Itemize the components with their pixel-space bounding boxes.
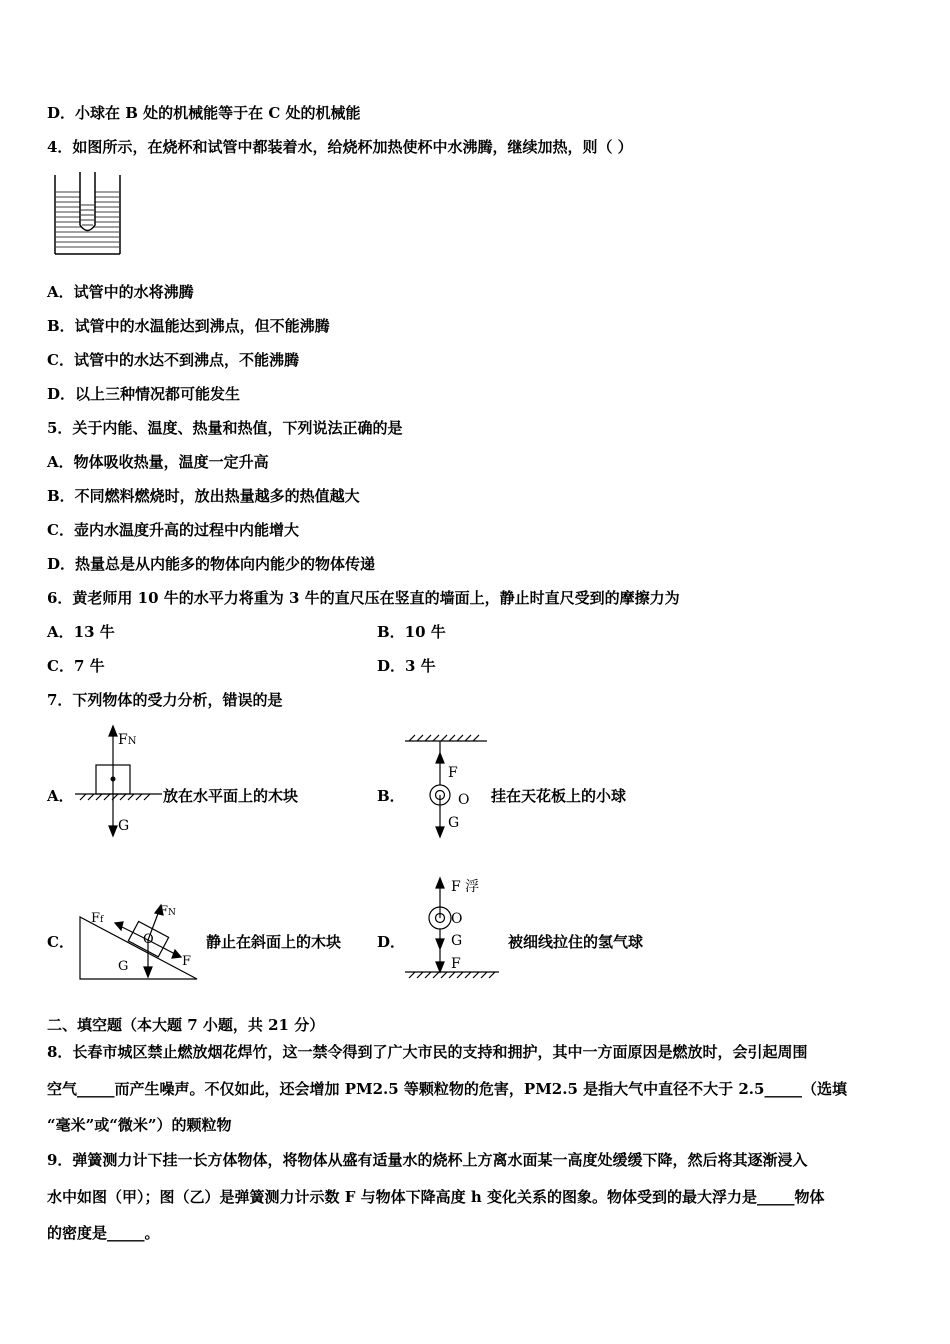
q5-stem: 5．关于内能、温度、热量和热值，下列说法正确的是 — [47, 419, 403, 437]
q7-b-caption: 挂在天花板上的小球 — [491, 787, 627, 805]
q7-d-f-text: F — [451, 956, 461, 972]
q6-option-a: A．13 牛 — [47, 623, 115, 641]
q9-line-2: 水中如图（甲）；图（乙）是弹簧测力计示数 F 与物体下降高度 h 变化关系的图象。物体受到的最大浮力是_____物体 — [47, 1188, 825, 1206]
q6-option-d: D．3 牛 — [377, 657, 436, 675]
q6-option-c: C．7 牛 — [47, 657, 105, 675]
q7-c-label: C． — [47, 933, 74, 951]
q4-stem: 4．如图所示，在烧杯和试管中都装着水，给烧杯加热使杯中水沸腾，继续加热，则（ ） — [47, 138, 633, 156]
q7-d-caption: 被细线拉住的氢气球 — [508, 933, 644, 951]
q7-d-diagram — [403, 876, 508, 986]
q6-option-b: B．10 牛 — [377, 623, 446, 641]
q8-line-3: “毫米”或“微米”）的颗粒物 — [47, 1116, 232, 1134]
q9-line-1: 9．弹簧测力计下挂一长方体物体，将物体从盛有适量水的烧杯上方离水面某一高度处缓缓下降，然后将其逐渐浸入 — [47, 1151, 808, 1169]
q5-option-d: D．热量总是从内能多的物体向内能少的物体传递 — [47, 555, 376, 573]
q8-line-2: 空气_____而产生噪声。不仅如此，还会增加 PM2.5 等颗粒物的危害，PM2.5 是指大气中直径不大于 2.5_____（选填 — [47, 1080, 847, 1098]
q7-c-caption: 静止在斜面上的木块 — [206, 933, 342, 951]
q4-option-b: B．试管中的水温能达到沸点，但不能沸腾 — [47, 317, 330, 335]
q7-c-diagram — [75, 895, 205, 985]
q9-line-3: 的密度是_____。 — [47, 1224, 160, 1242]
q7-c-ff-text: Ff — [91, 911, 104, 926]
q7-b-o-text: O — [458, 792, 470, 808]
q7-c-fn-text: FN — [159, 904, 176, 919]
beaker-figure — [50, 170, 125, 260]
q7-b-f-text: F — [448, 765, 458, 781]
q7-c-g-text: G — [118, 959, 129, 974]
q6-stem: 6．黄老师用 10 牛的水平力将重为 3 牛的直尺压在竖直的墙面上，静止时直尺受到的摩擦力为 — [47, 589, 680, 607]
q4-option-c: C．试管中的水达不到沸点，不能沸腾 — [47, 351, 299, 369]
q4-option-d: D．以上三种情况都可能发生 — [47, 385, 241, 403]
q7-d-ffu-text: F 浮 — [451, 879, 480, 895]
q5-option-c: C．壶内水温度升高的过程中内能增大 — [47, 521, 299, 539]
q7-a-label: A． — [47, 787, 74, 805]
q8-line-1: 8．长春市城区禁止燃放烟花焊竹，这一禁令得到了广大市民的支持和拥护，其中一方面原因是燃放时，会引起周围 — [47, 1043, 808, 1061]
q7-a-fn-text: FN — [118, 732, 137, 748]
q7-b-label: B． — [377, 787, 405, 805]
q7-a-g-text: G — [118, 818, 130, 834]
q7-d-label: D． — [377, 933, 406, 951]
q5-option-b: B．不同燃料燃烧时，放出热量越多的热值越大 — [47, 487, 360, 505]
q7-stem: 7．下列物体的受力分析，错误的是 — [47, 691, 283, 709]
q7-b-diagram — [403, 733, 493, 843]
q7-c-o-text: O — [143, 932, 154, 947]
section-2-title: 二、填空题（本大题 7 小题，共 21 分） — [47, 1016, 325, 1034]
q7-c-f-text: F — [182, 954, 192, 969]
q7-b-g-text: G — [448, 815, 460, 831]
q7-d-g-text: G — [451, 933, 463, 949]
q7-a-diagram — [70, 722, 165, 842]
q4-option-a: A．试管中的水将沸腾 — [47, 283, 194, 301]
q5-option-a: A．物体吸收热量，温度一定升高 — [47, 453, 269, 471]
q7-a-caption: 放在水平面上的木块 — [163, 787, 299, 805]
q3-option-d: D．小球在 B 处的机械能等于在 C 处的机械能 — [47, 104, 361, 122]
q7-d-o-text: O — [451, 911, 463, 927]
